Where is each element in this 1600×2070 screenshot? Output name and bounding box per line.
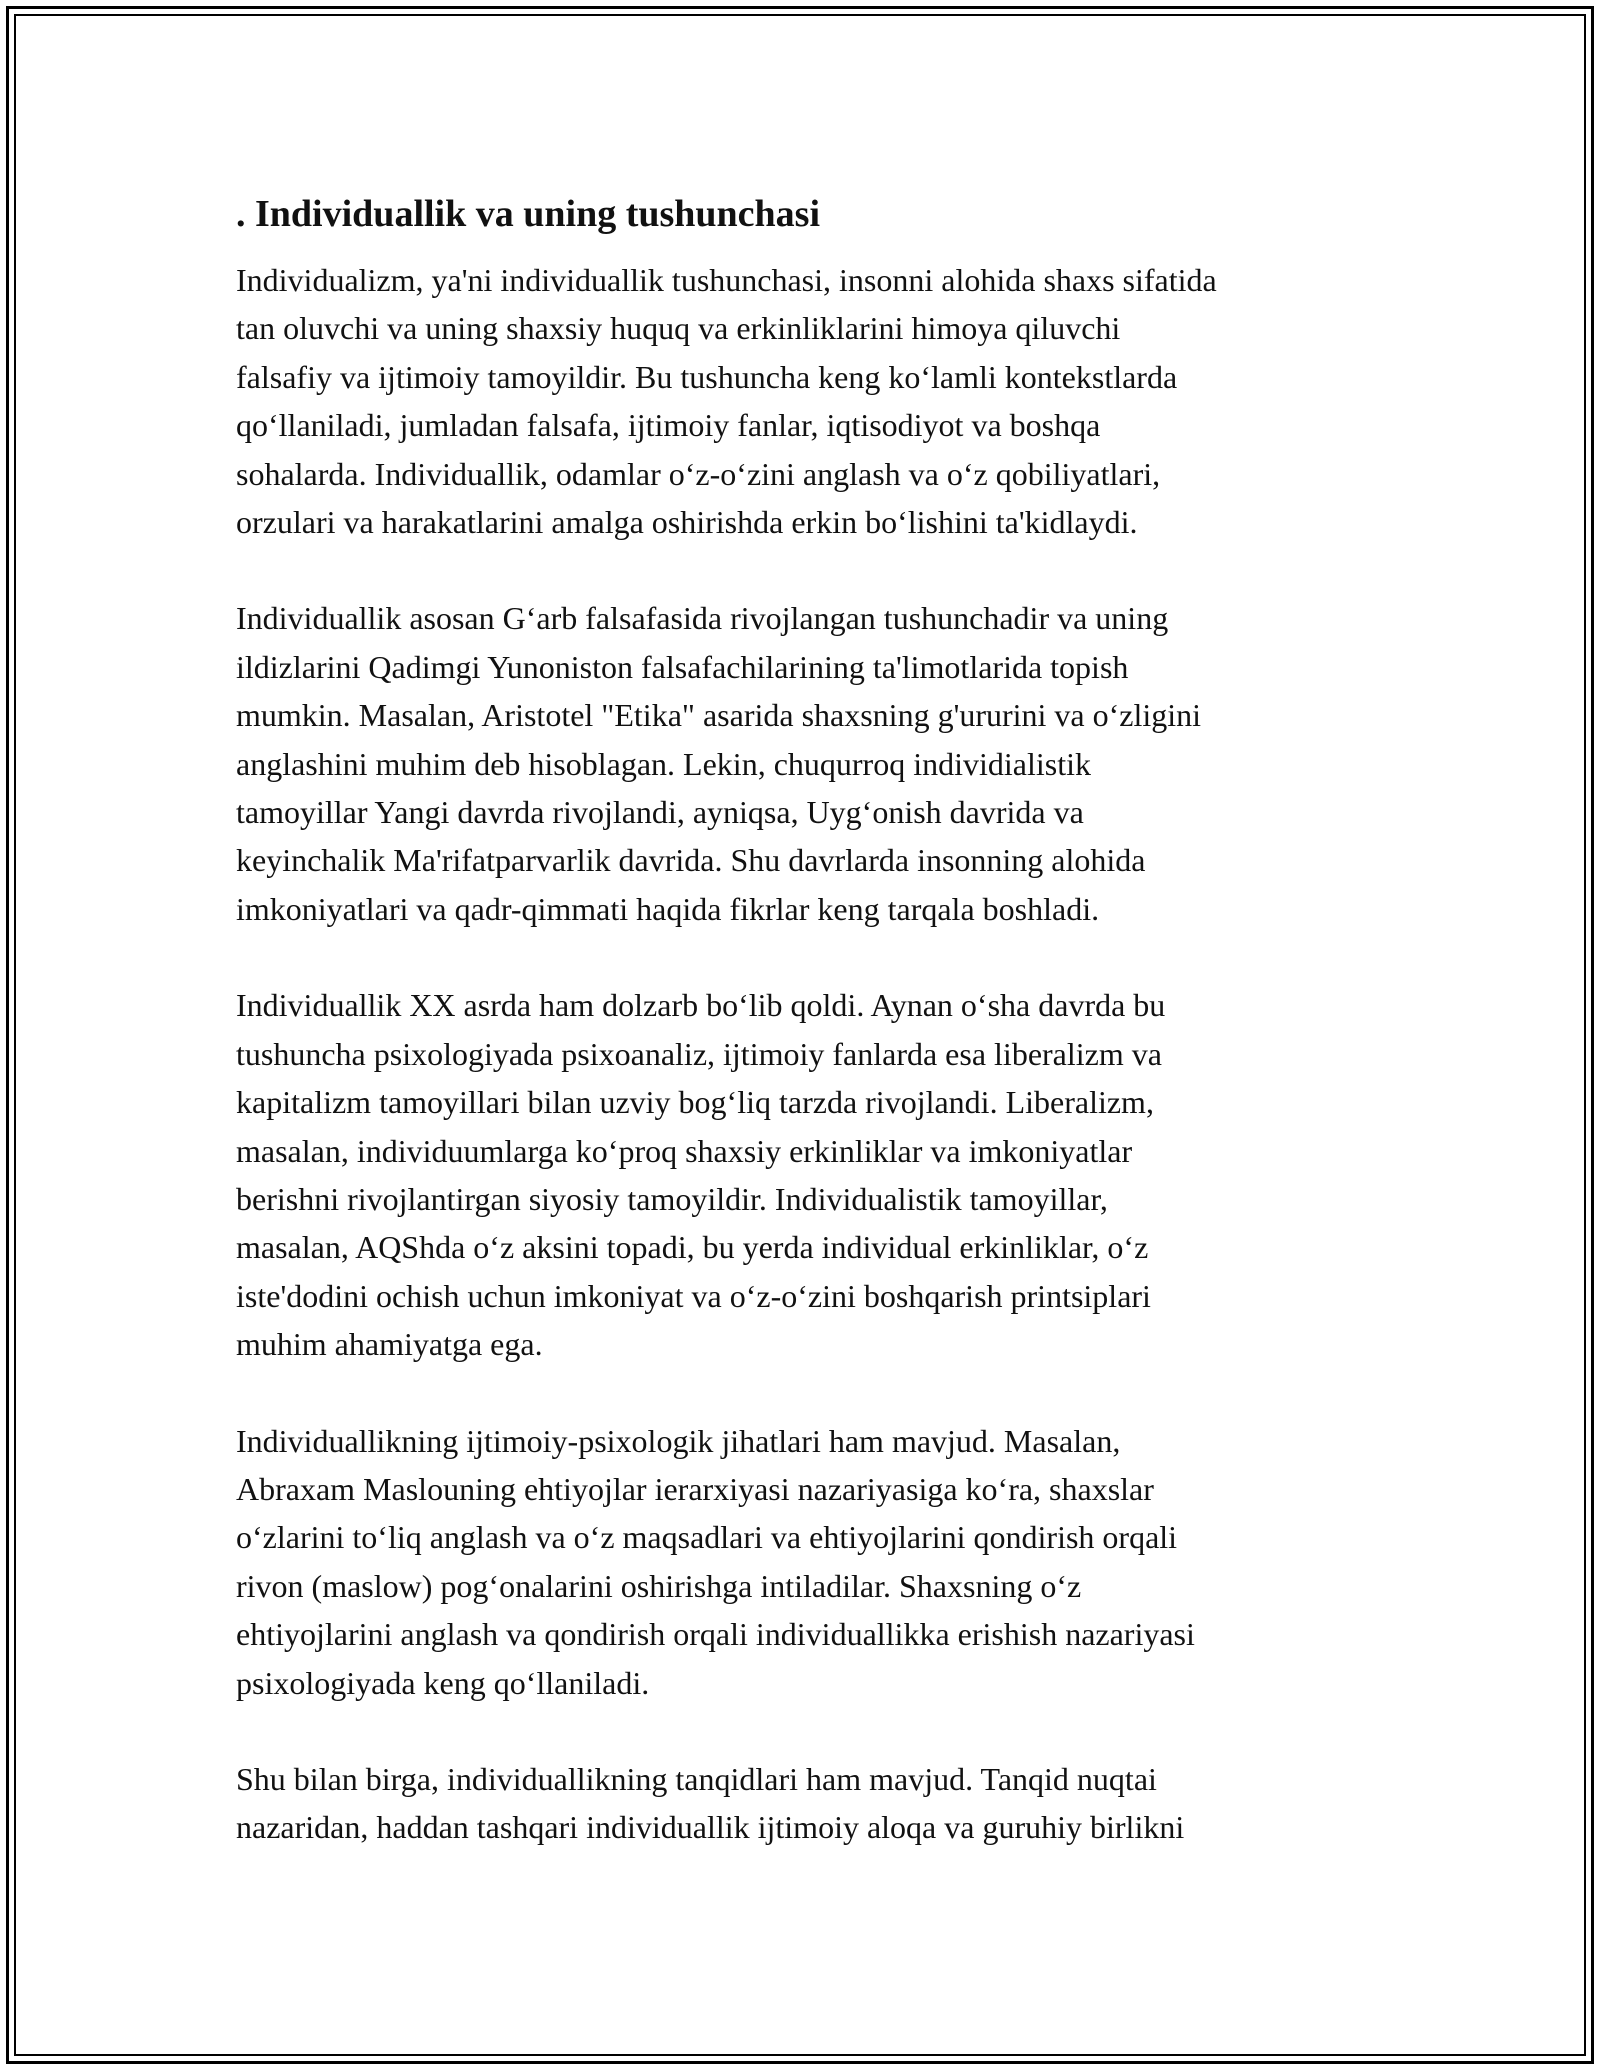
paragraph-line: ildizlarini Qadimgi Yunoniston falsafachilarining ta'limotlarida topish [236, 648, 1129, 685]
paragraph-line: o‘zlarini to‘liq anglash va o‘z maqsadlari va ehtiyojlarini qondirish orqali [236, 1519, 1178, 1556]
paragraph-line: kapitalizm tamoyillari bilan uzviy bog‘liq tarzda rivojlandi. Liberalizm, [236, 1084, 1154, 1121]
paragraph-list [236, 256, 1396, 1852]
paragraph-line: muhim ahamiyatga ega. [236, 1326, 543, 1363]
paragraph-line: Individuallik asosan G‘arb falsafasida rivojlangan tushunchadir va uning [236, 600, 1169, 637]
paragraph-line: Abraxam Maslouning ehtiyojlar ierarxiyasi nazariyasiga ko‘ra, shaxslar [236, 1470, 1154, 1507]
document-body [236, 190, 1396, 1900]
paragraph-line: Individualizm, ya'ni individuallik tushunchasi, insonni alohida shaxs sifatida [236, 262, 1217, 298]
paragraph-line: falsafiy va ijtimoiy tamoyildir. Bu tushuncha keng ko‘lamli kontekstlarda [236, 358, 1178, 395]
paragraph [236, 1417, 1396, 1707]
section-heading: . Individuallik va uning tushunchasi [236, 193, 821, 235]
paragraph [236, 256, 1396, 546]
paragraph [236, 594, 1396, 933]
paragraph-line: masalan, AQShda o‘z aksini topadi, bu yerda individual erkinliklar, o‘z [236, 1229, 1149, 1266]
paragraph-line: tan oluvchi va uning shaxsiy huquq va erkinliklarini himoya qiluvchi [236, 310, 1121, 347]
paragraph-line: tushuncha psixologiyada psixoanaliz, ijtimoiy fanlarda esa liberalizm va [236, 1035, 1162, 1072]
paragraph-line: tamoyillar Yangi davrda rivojlandi, ayniqsa, Uyg‘onish davrida va [236, 794, 1084, 831]
paragraph-line: Individuallikning ijtimoiy-psixologik jihatlari ham mavjud. Masalan, [236, 1422, 1121, 1459]
paragraph-line: berishni rivojlantirgan siyosiy tamoyildir. Individualistik tamoyillar, [236, 1180, 1108, 1217]
paragraph-line: rivon (maslow) pog‘onalarini oshirishga intiladilar. Shaxsning o‘z [236, 1567, 1082, 1604]
paragraph-line: mumkin. Masalan, Aristotel "Etika" asarida shaxsning g'ururini va o‘zligini [236, 697, 1202, 734]
paragraph-line: orzulari va harakatlarini amalga oshirishda erkin bo‘lishini ta'kidlaydi. [236, 504, 1138, 541]
paragraph-line: psixologiyada keng qo‘llaniladi. [236, 1664, 650, 1701]
paragraph-line: Shu bilan birga, individuallikning tanqidlari ham mavjud. Tanqid nuqtai [236, 1760, 1157, 1797]
paragraph-line: ehtiyojlarini anglash va qondirish orqali individuallikka erishish nazariyasi [236, 1616, 1195, 1653]
paragraph-line: masalan, individuumlarga ko‘proq shaxsiy erkinliklar va imkoniyatlar [236, 1132, 1133, 1169]
paragraph-line: qo‘llaniladi, jumladan falsafa, ijtimoiy fanlar, iqtisodiyot va boshqa [236, 407, 1101, 444]
paragraph-line: imkoniyatlari va qadr-qimmati haqida fikrlar keng tarqala boshladi. [236, 890, 1100, 927]
paragraph-line: nazaridan, haddan tashqari individuallik ijtimoiy aloqa va guruhiy birlikni [236, 1809, 1185, 1846]
paragraph-line: sohalarda. Individuallik, odamlar o‘z-o‘zini anglash va o‘z qobiliyatlari, [236, 455, 1161, 492]
paragraph [236, 981, 1396, 1368]
paragraph-line: Individuallik XX asrda ham dolzarb bo‘lib qoldi. Aynan o‘sha davrda bu [236, 987, 1166, 1024]
paragraph [236, 1755, 1396, 1852]
paragraph-line: keyinchalik Ma'rifatparvarlik davrida. Shu davrlarda insonning alohida [236, 842, 1146, 879]
paragraph-line: anglashini muhim deb hisoblagan. Lekin, chuqurroq individialistik [236, 745, 1091, 782]
paragraph-line: iste'dodini ochish uchun imkoniyat va o‘z-o‘zini boshqarish printsiplari [236, 1277, 1151, 1314]
